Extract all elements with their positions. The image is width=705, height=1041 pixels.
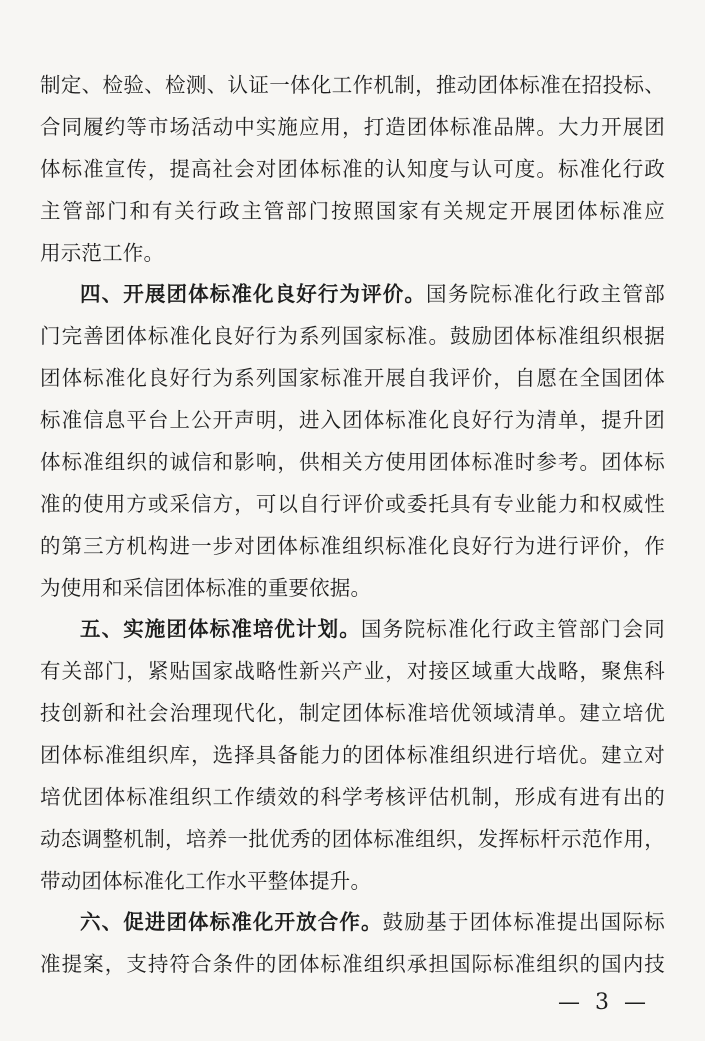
text-line: 培优团体标准组织工作绩效的科学考核评估机制，形成有进有出的 [40,785,665,809]
text-line: 合同履约等市场活动中实施应用，打造团体标准品牌。大力开展团 [40,115,665,139]
text-line: 动态调整机制，培养一批优秀的团体标准组织，发挥标杆示范作用， [40,827,665,851]
text-line: 有关部门，紧贴国家战略性新兴产业，对接区域重大战略，聚焦科 [40,659,665,683]
text-line: 为使用和采信团体标准的重要依据。 [40,576,372,600]
page-number: — 3 — [558,990,650,1015]
text-line: 门完善团体标准化良好行为系列国家标准。鼓励团体标准组织根据 [40,324,665,348]
section-5-first-text: 国务院标准化行政主管部门会同 [360,617,665,641]
text-line: 标准信息平台上公开声明，进入团体标准化良好行为清单，提升团 [40,408,665,432]
text-line: 团体标准组织库，选择具备能力的团体标准组织进行培优。建立对 [40,743,665,767]
text-line: 体标准宣传，提高社会对团体标准的认知度与认可度。标准化行政 [40,157,665,181]
text-line: 准的使用方或采信方，可以自行评价或委托具有专业能力和权威性 [40,492,665,516]
section-5-heading: 五、实施团体标准培优计划。 [80,617,361,641]
section-4-heading: 四、开展团体标准化良好行为评价。 [80,282,427,306]
section-6-first-text: 鼓励基于团体标准提出国际标 [382,910,665,934]
text-line: 的第三方机构进一步对团体标准组织标准化良好行为进行评价，作 [40,534,665,558]
section-5-first-line [80,612,665,646]
text-line: 制定、检验、检测、认证一体化工作机制，推动团体标准在招投标、 [40,73,665,97]
section-6-first-line [80,905,665,939]
section-6-heading: 六、促进团体标准化开放合作。 [80,910,383,934]
section-4-first-line [80,277,665,311]
text-line: 主管部门和有关行政主管部门按照国家有关规定开展团体标准应 [40,199,665,223]
text-line: 用示范工作。 [40,241,165,265]
section-4-first-text: 国务院标准化行政主管部 [426,282,665,306]
text-line: 技创新和社会治理现代化，制定团体标准培优领域清单。建立培优 [40,701,665,725]
text-line: 带动团体标准化工作水平整体提升。 [40,869,372,893]
text-line: 准提案，支持符合条件的团体标准组织承担国际标准组织的国内技 [40,952,665,976]
text-line: 团体标准化良好行为系列国家标准开展自我评价，自愿在全国团体 [40,366,665,390]
text-line: 体标准组织的诚信和影响，供相关方使用团体标准时参考。团体标 [40,450,665,474]
